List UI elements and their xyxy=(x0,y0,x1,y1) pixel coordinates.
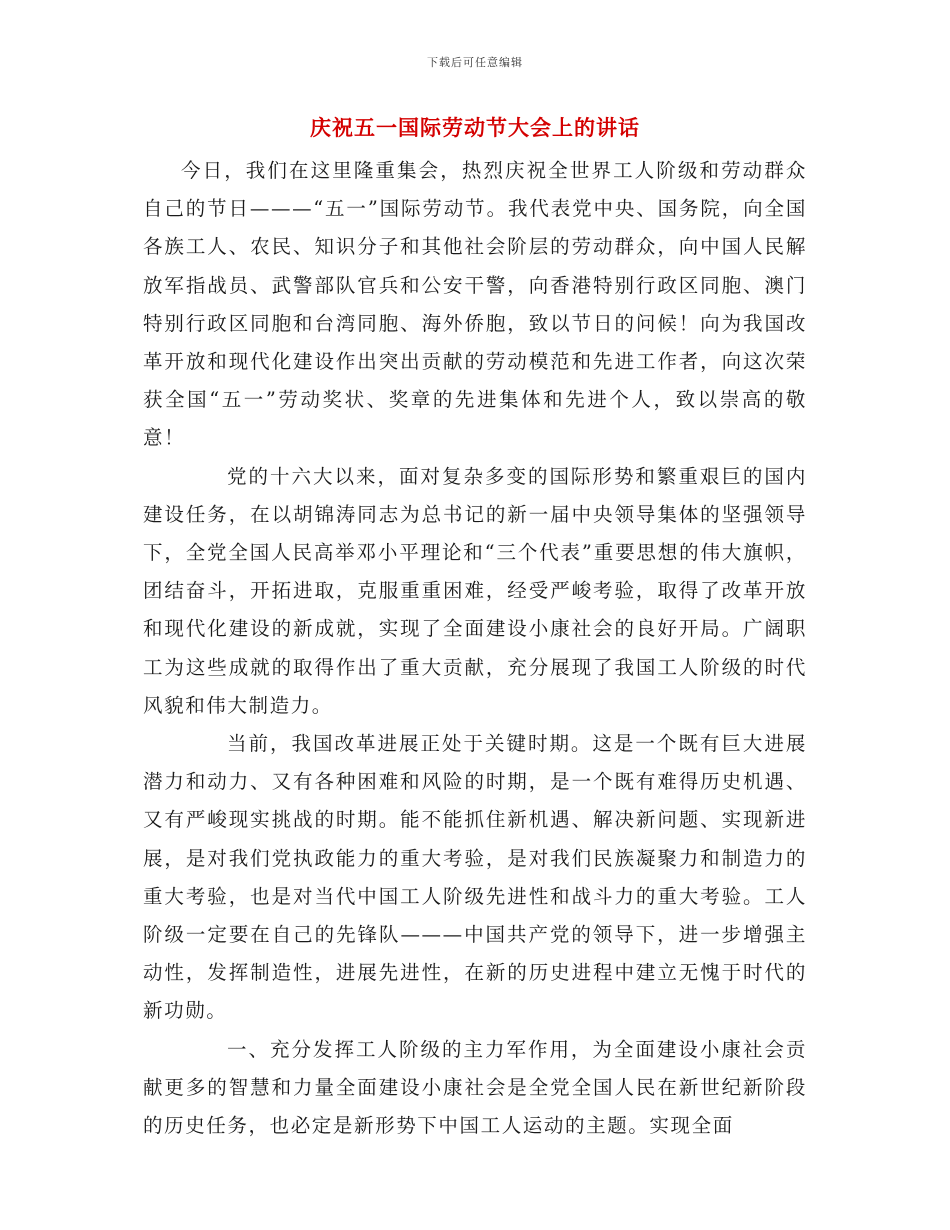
document-body xyxy=(143,152,807,1145)
header-note: 下载后可任意编辑 xyxy=(427,56,523,69)
paragraph-1: 今日，我们在这里隆重集会，热烈庆祝全世界工人阶级和劳动群众自己的节日———“五一”国际劳动节。我代表党中央、国务院，向全国各族工人、农民、知识分子和其他社会阶层的劳动群众，向中国人民解放军指战员、武警部队官兵和公安干警，向香港特别行政区同胞、澳门特别行政区同胞和台湾同胞、海外侨胞，致以节日的问候！向为我国改革开放和现代化建设作出突出贡献的劳动模范和先进工作者，向这次荣获全国“五一”劳动奖状、奖章的先进集体和先进个人，致以崇高的敬意！ xyxy=(143,159,807,450)
paragraph-4: 一、充分发挥工人阶级的主力军作用，为全面建设小康社会贡献更多的智慧和力量全面建设小康社会是全党全国人民在新世纪新阶段的历史任务，也必定是新形势下中国工人运动的主题。实现全面 xyxy=(143,1037,807,1138)
document-title: 庆祝五一国际劳动节大会上的讲话 xyxy=(310,116,640,140)
paragraph-2: 党的十六大以来，面对复杂多变的国际形势和繁重艰巨的国内建设任务，在以胡锦涛同志为总书记的新一届中央领导集体的坚强领导下，全党全国人民高举邓小平理论和“三个代表”重要思想的伟大旗帜，团结奋斗，开拓进取，克服重重困难，经受严峻考验，取得了改革开放和现代化建设的新成就，实现了全面建设小康社会的良好开局。广阔职工为这些成就的取得作出了重大贡献，充分展现了我国工人阶级的时代风貌和伟大制造力。 xyxy=(143,464,807,717)
paragraph-3: 当前，我国改革进展正处于关键时期。这是一个既有巨大进展潜力和动力、又有各种困难和风险的时期，是一个既有难得历史机遇、又有严峻现实挑战的时期。能不能抓住新机遇、解决新问题、实现新进展，是对我们党执政能力的重大考验，是对我们民族凝聚力和制造力的重大考验，也是对当代中国工人阶级先进性和战斗力的重大考验。工人阶级一定要在自己的先锋队———中国共产党的领导下，进一步增强主动性，发挥制造性，进展先进性，在新的历史进程中建立无愧于时代的新功勋。 xyxy=(143,732,807,1023)
